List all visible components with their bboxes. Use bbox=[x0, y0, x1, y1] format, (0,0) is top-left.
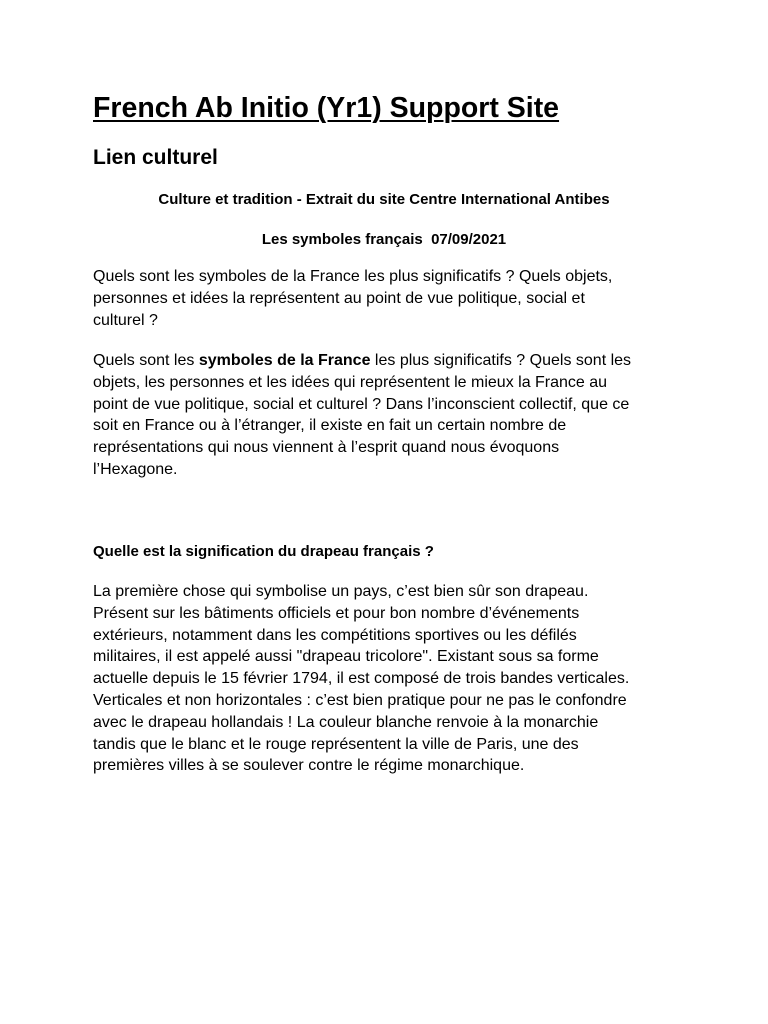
section-title: Lien culturel bbox=[93, 146, 218, 169]
paragraph-line: point de vue politique, social et culturel ? Dans l’inconscient collectif, que ce bbox=[93, 395, 630, 413]
paragraph-line: Présent sur les bâtiments officiels et pour bon nombre d’événements bbox=[93, 604, 580, 622]
paragraph-line: l’Hexagone. bbox=[93, 460, 178, 478]
source-line: Culture et tradition - Extrait du site Centre International Antibes bbox=[158, 191, 610, 208]
paragraph-line: Quels sont les symboles de la France les plus significatifs ? Quels objets, bbox=[93, 268, 613, 285]
paragraph-line: militaires, il est appelé aussi "drapeau tricolore". Existant sous sa forme bbox=[93, 648, 599, 666]
paragraph-line bbox=[93, 350, 675, 372]
paragraph-line: premières villes à se soulever contre le régime monarchique. bbox=[93, 757, 525, 775]
paragraph-line: tandis que le blanc et le rouge représentent la ville de Paris, une des bbox=[93, 735, 579, 753]
line-suffix: les plus significatifs ? Quels sont les bbox=[370, 352, 632, 369]
line-prefix: Quels sont les bbox=[93, 352, 199, 369]
flag-question-heading: Quelle est la signification du drapeau français ? bbox=[93, 543, 434, 560]
paragraph-line: Verticales et non horizontales : c’est bien pratique pour ne pas le confondre bbox=[93, 691, 627, 709]
paragraph-line: extérieurs, notamment dans les compétitions sportives ou les défilés bbox=[93, 626, 577, 644]
paragraph-line: La première chose qui symbolise un pays, c’est bien sûr son drapeau. bbox=[93, 583, 589, 600]
document-title: French Ab Initio (Yr1) Support Site bbox=[93, 92, 560, 124]
paragraph-line: objets, les personnes et les idées qui représentent le mieux la France au bbox=[93, 373, 608, 391]
dated-heading: Les symboles français 07/09/2021 bbox=[261, 231, 507, 248]
emphasis-symboles: symboles de la France bbox=[198, 352, 371, 369]
intro-body-paragraph bbox=[93, 350, 675, 481]
paragraph-line: personnes et idées la représentent au point de vue politique, social et bbox=[93, 289, 585, 307]
paragraph-line: avec le drapeau hollandais ! La couleur blanche renvoie à la monarchie bbox=[93, 713, 599, 731]
paragraph-line: représentations qui nous viennent à l’esprit quand nous évoquons bbox=[93, 439, 560, 457]
paragraph-line: culturel ? bbox=[93, 311, 158, 329]
paragraph-line: actuelle depuis le 15 février 1794, il est composé de trois bandes verticales. bbox=[93, 670, 630, 688]
flag-body-paragraph bbox=[93, 581, 675, 777]
intro-question-paragraph bbox=[93, 266, 675, 331]
paragraph-line: soit en France ou à l’étranger, il existe en fait un certain nombre de bbox=[93, 417, 567, 435]
